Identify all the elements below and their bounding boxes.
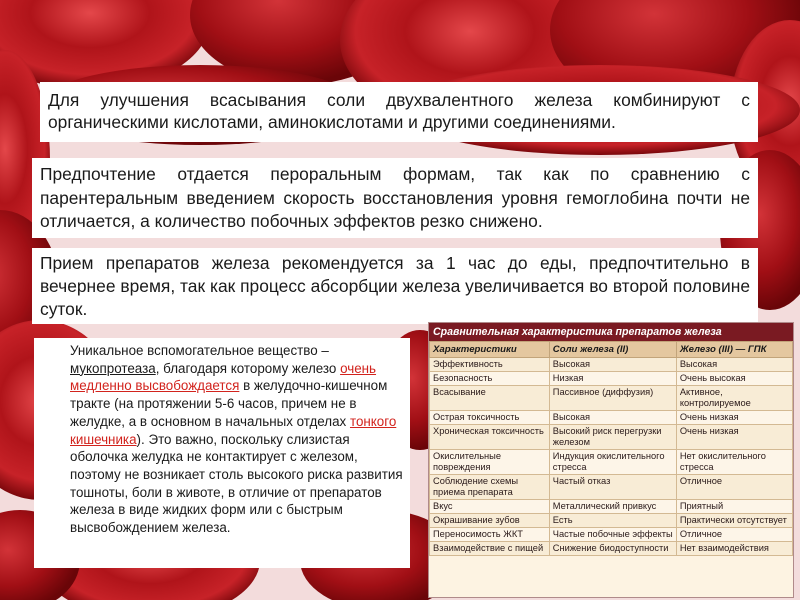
table-row (430, 386, 793, 411)
iron-iii-cell: Высокая (676, 358, 792, 372)
iron-iii-cell: Отличное (676, 475, 792, 500)
header-characteristics: Характеристики (430, 342, 550, 358)
iron-iii-cell: Практически отсутствует (676, 514, 792, 528)
row-label: Всасывание (430, 386, 550, 411)
table-row (430, 372, 793, 386)
intake-timing-note (32, 248, 758, 324)
table-row (430, 475, 793, 500)
row-label: Взаимодействие с пищей (430, 542, 550, 556)
oral-forms-text: Предпочтение отдается пероральным формам, так как по сравнению с парентеральным введением скорость восстановления уровня гемоглобина почти не отличается, а количество побочных эффектов резко снижено. (40, 164, 750, 231)
iron-ii-cell: Высокая (549, 358, 676, 372)
iron-absorption-note (40, 82, 758, 142)
iron-ii-cell: Есть (549, 514, 676, 528)
table-title: Сравнительная характеристика препаратов железа (429, 323, 793, 341)
iron-iii-cell: Нет взаимодействия (676, 542, 792, 556)
table-row (430, 358, 793, 372)
intake-timing-text: Прием препаратов железа рекомендуется за 1 час до еды, предпочтительно в вечернее время, так как процесс абсорбции железа увеличивается во второй половине суток. (40, 253, 750, 319)
mucoprotease-text-2: , благодаря которому железо (155, 360, 341, 376)
iron-iii-cell: Очень высокая (676, 372, 792, 386)
table-row (430, 450, 793, 475)
table-row (430, 411, 793, 425)
mucoprotease-text-3: в желудочно-кишечном тракте (на протяжении 5-6 часов, причем не в желудке, а в основном в начальных отделах (70, 378, 388, 429)
iron-iii-cell: Нет окислительного стресса (676, 450, 792, 475)
row-label: Эффективность (430, 358, 550, 372)
iron-iii-cell: Активное, контролируемое (676, 386, 792, 411)
iron-absorption-text: Для улучшения всасывания соли двухвалентного железа комбинируют с органическими кислотами, аминокислотами и другими соединениями. (48, 90, 750, 132)
mucoprotease-text-1: Уникальное вспомогательное вещество – (70, 343, 329, 358)
iron-ii-cell: Металлический привкус (549, 500, 676, 514)
iron-iii-cell: Отличное (676, 528, 792, 542)
iron-iii-cell: Очень низкая (676, 425, 792, 450)
row-label: Острая токсичность (430, 411, 550, 425)
small-intestine-highlight: тонкого кишечника (70, 413, 397, 447)
table-row (430, 514, 793, 528)
header-iron-ii-salts: Соли железа (II) (549, 342, 676, 358)
iron-ii-cell: Индукция окислительного стресса (549, 450, 676, 475)
table-row (430, 528, 793, 542)
mucoprotease-text-4: ). Это важно, поскольку слизистая оболочка желудка не контактирует с железом, поэтому не возникает столь высокого риска развития тошноты, боли в животе, в отличие от препаратов железа в виде жидких форм или с быстрым высвобождением железа. (70, 431, 403, 536)
slow-release-highlight: очень медленно высвобождается (70, 360, 377, 394)
row-label: Переносимость ЖКТ (430, 528, 550, 542)
header-iron-iii-gpk: Железо (III) — ГПК (676, 342, 792, 358)
comparison-grid (429, 341, 793, 556)
oral-forms-note (32, 158, 758, 238)
row-label: Окислительные повреждения (430, 450, 550, 475)
mucoprotease-term: мукопротеаза (70, 360, 156, 376)
iron-iii-cell: Приятный (676, 500, 792, 514)
iron-ii-cell: Низкая (549, 372, 676, 386)
iron-ii-cell: Высокая (549, 411, 676, 425)
iron-ii-cell: Пассивное (диффузия) (549, 386, 676, 411)
table-row (430, 542, 793, 556)
row-label: Безопасность (430, 372, 550, 386)
table-header-row (430, 342, 793, 358)
row-label: Хроническая токсичность (430, 425, 550, 450)
iron-iii-cell: Очень низкая (676, 411, 792, 425)
iron-ii-cell: Высокий риск перегрузки железом (549, 425, 676, 450)
mucoprotease-note (34, 338, 410, 568)
iron-ii-cell: Частые побочные эффекты (549, 528, 676, 542)
iron-ii-cell: Частый отказ (549, 475, 676, 500)
row-label: Окрашивание зубов (430, 514, 550, 528)
row-label: Вкус (430, 500, 550, 514)
iron-ii-cell: Снижение биодоступности (549, 542, 676, 556)
iron-comparison-table (428, 322, 794, 598)
table-row (430, 500, 793, 514)
row-label: Соблюдение схемы приема препарата (430, 475, 550, 500)
table-row (430, 425, 793, 450)
